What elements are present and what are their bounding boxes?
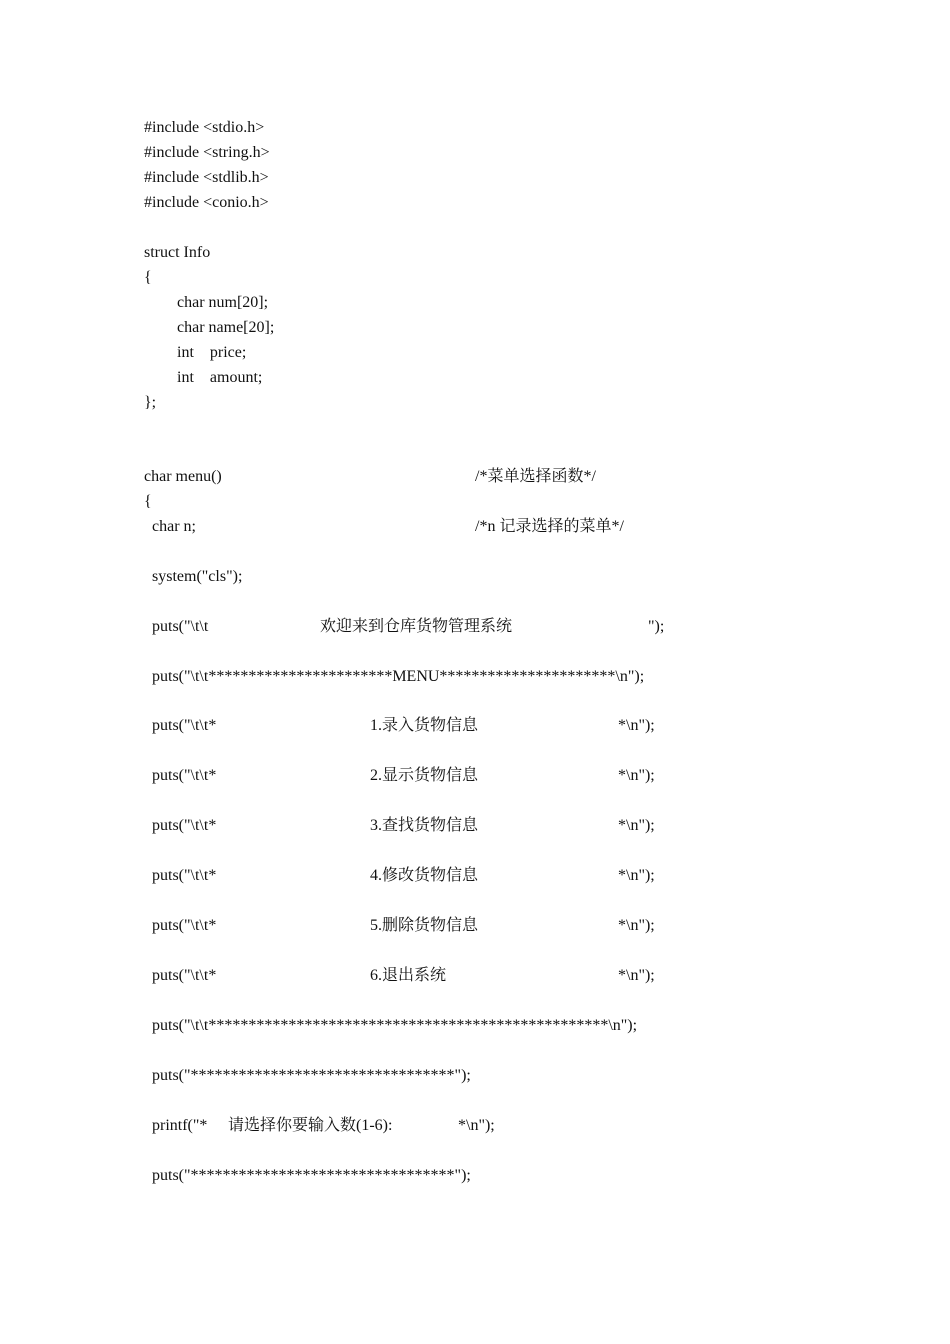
menu-signature-comment: /*菜单选择函数*/ xyxy=(475,468,596,485)
include-conio: #include <conio.h> xyxy=(144,194,269,211)
prompt-text: 请选择你要输入数(1-6): xyxy=(228,1117,393,1134)
menu-item-prefix: puts("\t\t* xyxy=(152,817,217,834)
menu-item-text: 4.修改货物信息 xyxy=(370,867,479,884)
var-decl-comment: /*n 记录选择的菜单*/ xyxy=(475,518,624,535)
struct-close-brace: }; xyxy=(144,394,157,411)
welcome-text: 欢迎来到仓库货物管理系统 xyxy=(320,618,513,635)
stars-top-line: puts("*********************************"); xyxy=(152,1067,471,1084)
struct-field-name: char name[20]; xyxy=(177,319,275,336)
prompt-prefix: printf("* xyxy=(152,1117,208,1134)
menu-item-suffix: *\n"); xyxy=(618,867,655,884)
struct-open-brace: { xyxy=(144,269,152,286)
struct-field-price: int price; xyxy=(177,344,247,361)
welcome-puts-suffix: "); xyxy=(648,618,665,635)
menu-item-text: 2.显示货物信息 xyxy=(370,767,479,784)
system-call: system("cls"); xyxy=(152,568,243,585)
struct-field-num: char num[20]; xyxy=(177,294,269,311)
var-decl: char n; xyxy=(152,518,196,535)
menu-item-prefix: puts("\t\t* xyxy=(152,767,217,784)
stars-bottom-line: puts("*********************************"); xyxy=(152,1167,471,1184)
prompt-suffix: *\n"); xyxy=(458,1117,495,1134)
menu-item-text: 6.退出系统 xyxy=(370,967,447,984)
struct-field-amount: int amount; xyxy=(177,369,263,386)
menu-item-suffix: *\n"); xyxy=(618,767,655,784)
menu-item-prefix: puts("\t\t* xyxy=(152,917,217,934)
menu-item-text: 3.查找货物信息 xyxy=(370,817,479,834)
menu-footer-line: puts("\t\t**************************************************\n"); xyxy=(152,1017,638,1034)
menu-item-prefix: puts("\t\t* xyxy=(152,717,217,734)
include-stdlib: #include <stdlib.h> xyxy=(144,169,269,186)
menu-item-suffix: *\n"); xyxy=(618,967,655,984)
menu-open-brace: { xyxy=(144,493,152,510)
menu-item-prefix: puts("\t\t* xyxy=(152,967,217,984)
menu-item-suffix: *\n"); xyxy=(618,817,655,834)
struct-header: struct Info xyxy=(144,244,211,261)
menu-signature: char menu() xyxy=(144,468,222,485)
include-string: #include <string.h> xyxy=(144,144,270,161)
menu-item-suffix: *\n"); xyxy=(618,917,655,934)
include-stdio: #include <stdio.h> xyxy=(144,119,265,136)
menu-item-text: 1.录入货物信息 xyxy=(370,717,479,734)
menu-item-text: 5.删除货物信息 xyxy=(370,917,479,934)
menu-banner-line: puts("\t\t***********************MENU**********************\n"); xyxy=(152,668,645,685)
menu-item-suffix: *\n"); xyxy=(618,717,655,734)
welcome-puts-prefix: puts("\t\t xyxy=(152,618,209,635)
menu-item-prefix: puts("\t\t* xyxy=(152,867,217,884)
